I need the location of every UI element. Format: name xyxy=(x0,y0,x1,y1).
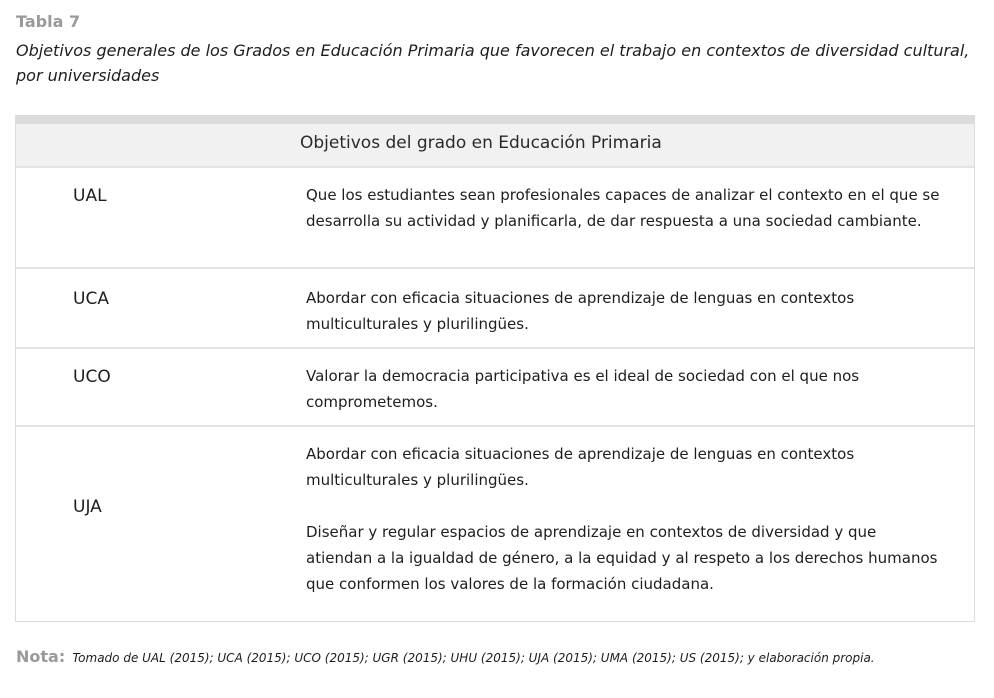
university-cell: UCO xyxy=(73,367,111,387)
note-label: Nota: xyxy=(16,647,66,666)
university-cell: UJA xyxy=(73,497,102,517)
table-row xyxy=(16,166,974,267)
table-caption: Objetivos generales de los Grados en Educación Primaria que favorecen el trabajo en contextos de diversidad cultural, por universidades xyxy=(16,41,970,85)
table-header xyxy=(16,124,974,166)
objective-text: Valorar la democracia participativa es el ideal de sociedad con el que nos comprometemos. xyxy=(306,367,860,411)
table-number: Tabla 7 xyxy=(16,12,81,31)
objective-cell xyxy=(306,182,946,234)
table-note xyxy=(16,647,875,666)
table-header-label: Objetivos del grado en Educación Primaria xyxy=(300,133,662,153)
table-row xyxy=(16,267,974,347)
objective-text: Que los estudiantes sean profesionales capaces de analizar el contexto en el que se desarrolla su actividad y planificarla, de dar respuesta a una sociedad cambiante. xyxy=(306,186,940,230)
objective-cell xyxy=(306,285,946,337)
objective-text: Abordar con eficacia situaciones de aprendizaje de lenguas en contextos multiculturales y plurilingües. xyxy=(306,445,855,489)
table-row xyxy=(16,347,974,425)
objectives-table xyxy=(15,115,975,622)
university-cell: UAL xyxy=(73,186,107,206)
objective-text: Abordar con eficacia situaciones de aprendizaje de lenguas en contextos multiculturales y plurilingües. xyxy=(306,289,855,333)
university-cell: UCA xyxy=(73,289,109,309)
note-text: Tomado de UAL (2015); UCA (2015); UCO (2015); UGR (2015); UHU (2015); UJA (2015); UMA (2015); US (2015); y elaboración propia. xyxy=(72,651,875,665)
objective-text: Diseñar y regular espacios de aprendizaje en contextos de diversidad y que atiendan a la igualdad de género, a la equidad y al respeto a los derechos humanos que conformen los valores de la formación ciudadana. xyxy=(306,523,938,593)
table-row xyxy=(16,425,974,621)
objective-cell xyxy=(306,363,946,415)
objective-cell xyxy=(306,441,946,597)
